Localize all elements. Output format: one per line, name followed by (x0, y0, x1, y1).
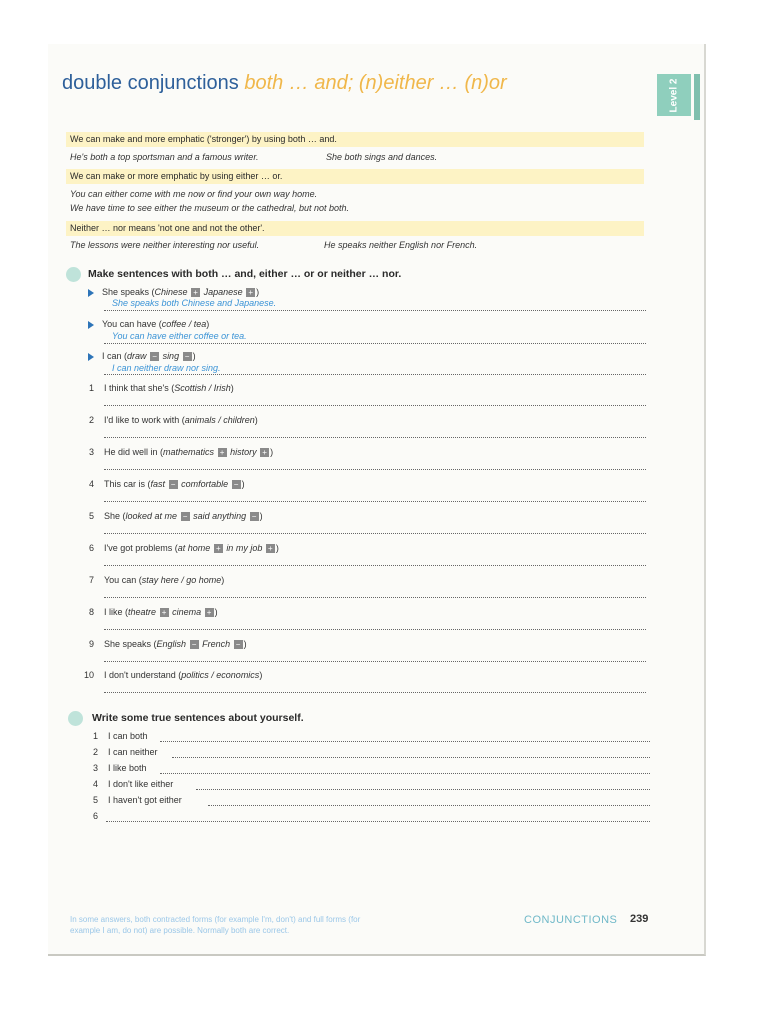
item-number: 3 (92, 763, 98, 773)
answer-line[interactable] (104, 692, 646, 693)
rule-example: She both sings and dances. (326, 152, 438, 162)
item-number: 3 (88, 447, 94, 457)
item-prompt: I don't understand (politics / economics) (104, 670, 263, 680)
answer-line[interactable] (104, 469, 646, 470)
example-prompt: You can have (coffee / tea) (102, 319, 210, 329)
page-title (62, 72, 507, 95)
minus-box-icon: − (150, 352, 159, 361)
section-2-heading: Write some true sentences about yourself. (92, 712, 304, 724)
answer-line[interactable] (208, 805, 650, 806)
sentence-starter: I can neither (108, 747, 158, 757)
section-1-heading: Make sentences with both … and, either … or or neither … nor. (88, 268, 402, 280)
minus-box-icon: − (190, 640, 199, 649)
item-number: 1 (88, 383, 94, 393)
rule-example: He's both a top sportsman and a famous writer. (70, 152, 259, 162)
item-prompt: This car is (fast − comfortable − ) (104, 479, 245, 490)
item-number: 2 (88, 415, 94, 425)
item-number: 4 (88, 479, 94, 489)
answer-line[interactable] (106, 821, 650, 822)
plus-box-icon: + (205, 608, 214, 617)
plus-box-icon: + (214, 544, 223, 553)
minus-box-icon: − (232, 480, 241, 489)
item-prompt: You can (stay here / go home) (104, 575, 225, 585)
answer-line[interactable] (104, 629, 646, 630)
rule-neither-nor: Neither … nor means 'not one and not the other'. (66, 221, 644, 236)
example-arrow-icon (88, 321, 94, 329)
example-arrow-icon (88, 353, 94, 361)
answer-line[interactable] (104, 501, 646, 502)
example-answer: You can have either coffee or tea. (112, 331, 247, 341)
item-number: 1 (92, 731, 98, 741)
plus-box-icon: + (246, 288, 255, 297)
plus-box-icon: + (191, 288, 200, 297)
level-bar (694, 74, 700, 120)
rule-both-and: We can make and more emphatic ('stronger') by using both … and. (66, 132, 644, 147)
item-number: 6 (92, 811, 98, 821)
level-tab-label: Level 2 (668, 78, 680, 112)
answer-line[interactable] (104, 343, 646, 344)
item-number: 2 (92, 747, 98, 757)
plus-box-icon: + (218, 448, 227, 457)
rule-example: You can either come with me now or find your own way home. (70, 189, 318, 199)
section-number-badge (68, 711, 83, 726)
rule-either-or: We can make or more emphatic by using either … or. (66, 169, 644, 184)
minus-box-icon: − (181, 512, 190, 521)
example-prompt: I can (draw − sing − ) (102, 351, 196, 362)
answer-line[interactable] (196, 789, 650, 790)
item-number: 9 (88, 639, 94, 649)
item-number: 5 (92, 795, 98, 805)
minus-box-icon: − (183, 352, 192, 361)
answer-line[interactable] (104, 565, 646, 566)
item-prompt: I've got problems (at home + in my job + ) (104, 543, 279, 554)
answer-line[interactable] (160, 741, 650, 742)
answer-line[interactable] (104, 374, 646, 375)
item-number: 8 (88, 607, 94, 617)
answer-line[interactable] (104, 437, 646, 438)
answer-line[interactable] (160, 773, 650, 774)
item-prompt: I'd like to work with (animals / children) (104, 415, 258, 425)
answer-line[interactable] (104, 533, 646, 534)
item-number: 6 (88, 543, 94, 553)
item-prompt: She (looked at me − said anything − ) (104, 511, 263, 522)
answer-line[interactable] (104, 661, 646, 662)
minus-box-icon: − (169, 480, 178, 489)
section-number-badge (66, 267, 81, 282)
page-number: 239 (630, 913, 649, 925)
answer-line[interactable] (172, 757, 650, 758)
item-prompt: I think that she's (Scottish / Irish) (104, 383, 234, 393)
plus-box-icon: + (160, 608, 169, 617)
item-number: 5 (88, 511, 94, 521)
item-number: 7 (88, 575, 94, 585)
rule-example: The lessons were neither interesting nor useful. (70, 240, 260, 250)
sentence-starter: I don't like either (108, 779, 174, 789)
title-sub: both … and; (n)either … (n)or (244, 72, 507, 94)
example-arrow-icon (88, 289, 94, 297)
answer-line[interactable] (104, 405, 646, 406)
item-number: 10 (83, 670, 94, 680)
answer-line[interactable] (104, 310, 646, 311)
minus-box-icon: − (234, 640, 243, 649)
sentence-starter: I can both (108, 731, 148, 741)
plus-box-icon: + (260, 448, 269, 457)
item-prompt: I like (theatre + cinema + ) (104, 607, 218, 618)
sentence-starter: I haven't got either (108, 795, 182, 805)
title-main: double conjunctions (62, 72, 239, 94)
footer-section-title: CONJUNCTIONS (524, 914, 618, 926)
item-number: 4 (92, 779, 98, 789)
sentence-starter: I like both (108, 763, 147, 773)
rule-example: We have time to see either the museum or the cathedral, but not both. (70, 203, 349, 213)
footer-note: In some answers, both contracted forms (for example I'm, don't) and full forms (for example I am, do not) are possible. Normally both are correct. (70, 915, 361, 935)
plus-box-icon: + (266, 544, 275, 553)
example-answer: She speaks both Chinese and Japanese. (112, 298, 277, 308)
minus-box-icon: − (250, 512, 259, 521)
item-prompt: He did well in (mathematics + history + ) (104, 447, 274, 458)
answer-line[interactable] (104, 597, 646, 598)
example-prompt: She speaks (Chinese + Japanese + ) (102, 287, 260, 298)
example-answer: I can neither draw nor sing. (112, 363, 221, 373)
level-tab (657, 74, 691, 116)
rule-example: He speaks neither English nor French. (324, 240, 478, 250)
item-prompt: She speaks (English − French − ) (104, 639, 247, 650)
